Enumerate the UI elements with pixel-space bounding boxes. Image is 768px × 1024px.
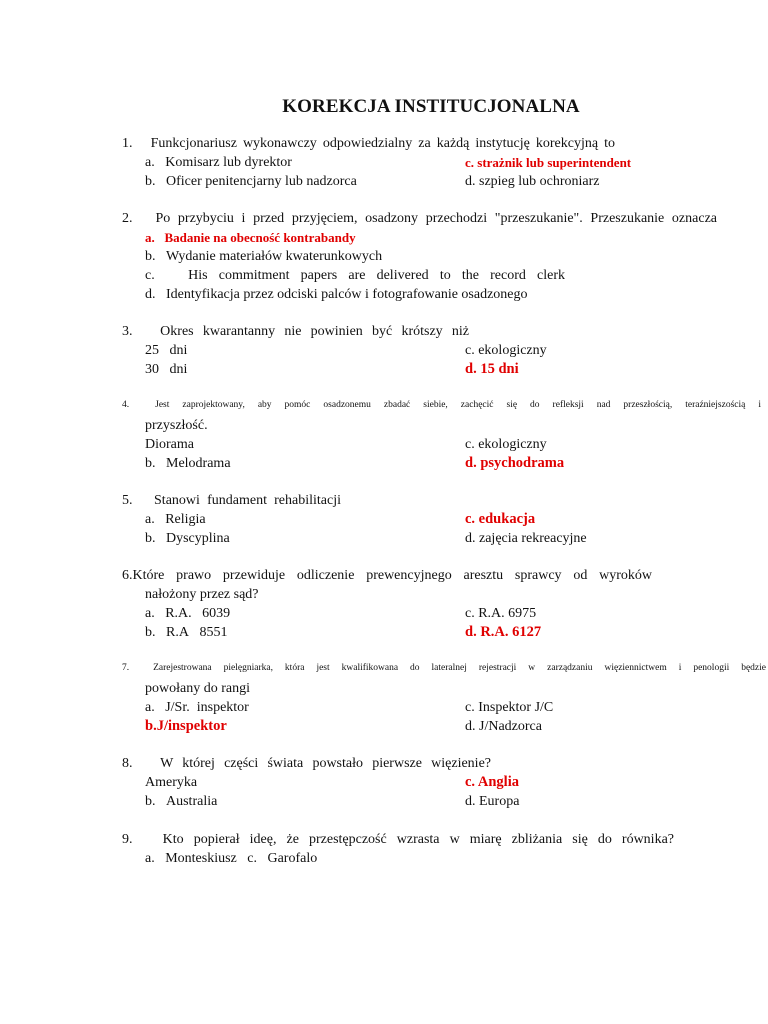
question-6-option-c: c. R.A. 6975 bbox=[465, 606, 537, 621]
question-4-option-b: b. Melodrama bbox=[145, 456, 231, 471]
question-8-option-b: b. Australia bbox=[145, 794, 218, 809]
question-1-option-a: a. Komisarz lub dyrektor bbox=[145, 155, 292, 170]
question-6-option-b: b. R.A 8551 bbox=[145, 625, 228, 640]
question-3-option-d-answer: d. 15 dni bbox=[465, 361, 519, 377]
question-8-option-c-answer: c. Anglia bbox=[465, 774, 519, 790]
question-5-option-a: a. Religia bbox=[145, 512, 206, 527]
question-7-stem-continued: powołany do rangi bbox=[145, 681, 250, 696]
question-4-option-c: c. ekologiczny bbox=[465, 437, 547, 452]
question-5-stem: 5. Stanowi fundament rehabilitacji bbox=[122, 493, 341, 508]
question-5-option-d: d. zajęcia rekreacyjne bbox=[465, 531, 587, 546]
question-1-option-b: b. Oficer penitencjarny lub nadzorca bbox=[145, 174, 357, 189]
document-title: KOREKCJA INSTITUCJONALNA bbox=[282, 96, 580, 117]
question-7-option-d: d. J/Nadzorca bbox=[465, 719, 542, 734]
question-1-option-d: d. szpieg lub ochroniarz bbox=[465, 174, 600, 189]
question-2-option-a-answer: a. Badanie na obecność kontrabandy bbox=[145, 230, 356, 245]
question-8-option-d: d. Europa bbox=[465, 794, 520, 809]
question-2-option-b: b. Wydanie materiałów kwaterunkowych bbox=[145, 249, 383, 264]
question-2-option-d: d. Identyfikacja przez odciski palców i fotografowanie osadzonego bbox=[145, 287, 528, 302]
question-4-stem-continued: przyszłość. bbox=[145, 418, 208, 433]
question-5-option-b: b. Dyscyplina bbox=[145, 531, 230, 546]
question-6-stem: 6.Które prawo przewiduje odliczenie prewencyjnego aresztu sprawcy od wyroków bbox=[122, 568, 652, 583]
question-6-option-d-answer: d. R.A. 6127 bbox=[465, 624, 542, 640]
question-7-option-c: c. Inspektor J/C bbox=[465, 700, 554, 715]
question-6-stem-continued: nałożony przez sąd? bbox=[145, 587, 259, 602]
question-9-options-line: a. Monteskiusz c. Garofalo bbox=[145, 851, 318, 866]
question-8-stem: 8. W której części świata powstało pierwsze więzienie? bbox=[122, 756, 491, 771]
question-9-stem: 9. Kto popierał ideę, że przestępczość wzrasta w miarę zbliżania się do równika? bbox=[122, 832, 674, 847]
question-5-option-c-answer: c. edukacja bbox=[465, 511, 536, 527]
question-3-option-c: c. ekologiczny bbox=[465, 343, 547, 358]
question-7-stem: 7. Zarejestrowana pielęgniarka, która jest kwalifikowana do lateralnej rejestracji w zarządzaniu więziennictwem i penologii będzie bbox=[122, 663, 766, 673]
question-6-option-a: a. R.A. 6039 bbox=[145, 606, 231, 621]
question-4-option-d-answer: d. psychodrama bbox=[465, 455, 565, 471]
question-4-stem: 4. Jest zaprojektowany, aby pomóc osadzonemu zbadać siebie, zachęcić się do refleksji nad przeszłością, teraźniejszością i bbox=[122, 400, 761, 410]
question-7-option-b-answer: b.J/inspektor bbox=[145, 718, 227, 734]
question-4-option-a: Diorama bbox=[145, 437, 194, 452]
question-3-option-b: 30 dni bbox=[145, 362, 188, 377]
question-8-option-a: Ameryka bbox=[145, 775, 198, 790]
question-1-stem: 1. Funkcjonariusz wykonawczy odpowiedzialny za każdą instytucję korekcyjną to bbox=[122, 136, 615, 151]
question-7-option-a: a. J/Sr. inspektor bbox=[145, 700, 249, 715]
question-2-stem: 2. Po przybyciu i przed przyjęciem, osadzony przechodzi "przeszukanie". Przeszukanie oznacza bbox=[122, 211, 717, 226]
question-3-stem: 3. Okres kwarantanny nie powinien być krótszy niż bbox=[122, 324, 469, 339]
question-3-option-a: 25 dni bbox=[145, 343, 188, 358]
question-1-option-c-answer: c. strażnik lub superintendent bbox=[465, 155, 632, 170]
question-2-option-c: c. His commitment papers are delivered to the record clerk bbox=[145, 268, 565, 283]
